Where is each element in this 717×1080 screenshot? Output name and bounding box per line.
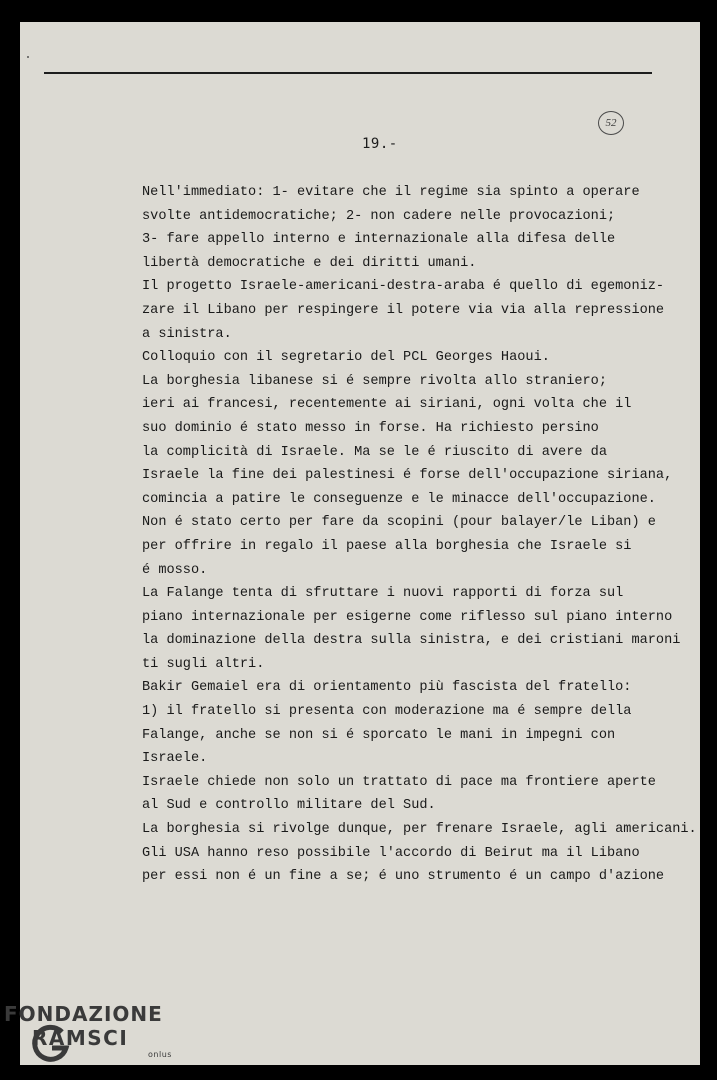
- text-line: Colloquio con il segretario del PCL Georges Haoui.: [142, 350, 550, 366]
- text-line: 3- fare appello interno e internazionale alla difesa delle: [142, 232, 616, 248]
- text-line: al Sud e controllo militare del Sud.: [142, 798, 436, 814]
- text-line: la complicità di Israele. Ma se le é riuscito di avere da: [142, 444, 607, 460]
- page-number: 19.-: [362, 136, 398, 152]
- text-line: La Falange tenta di sfruttare i nuovi rapporti di forza sul: [142, 586, 624, 602]
- text-line: Bakir Gemaiel era di orientamento più fascista del fratello:: [142, 680, 632, 696]
- text-line: Gli USA hanno reso possibile l'accordo di Beirut ma il Libano: [142, 845, 640, 861]
- text-line: comincia a patire le conseguenze e le minacce dell'occupazione.: [142, 491, 656, 507]
- text-line: La borghesia libanese si é sempre rivolta allo straniero;: [142, 373, 607, 389]
- text-line: libertà democratiche e dei diritti umani.: [142, 255, 477, 271]
- watermark-line1: FONDAZIONE: [4, 1002, 163, 1026]
- text-line: piano internazionale per esigerne come riflesso sul piano interno: [142, 609, 673, 625]
- text-line: ti sugli altri.: [142, 656, 265, 672]
- text-line: la dominazione della destra sulla sinistra, e dei cristiani maroni: [142, 633, 681, 649]
- text-line: suo dominio é stato messo in forse. Ha richiesto persino: [142, 420, 599, 436]
- watermark-line2: RAMSCI: [32, 1026, 129, 1050]
- paper-sheet: [20, 22, 700, 1065]
- text-line: Non é stato certo per fare da scopini (pour balayer/le Liban) e: [142, 515, 656, 531]
- text-line: Israele chiede non solo un trattato di pace ma frontiere aperte: [142, 774, 656, 790]
- text-line: 1) il fratello si presenta con moderazione ma é sempre della: [142, 704, 632, 720]
- fondazione-gramsci-watermark: [4, 1000, 194, 1080]
- text-line: zare il Libano per respingere il potere via via alla repressione: [142, 302, 665, 318]
- text-line: per offrire in regalo il paese alla borghesia che Israele si: [142, 538, 632, 554]
- text-line: é mosso.: [142, 562, 208, 578]
- text-line: Israele.: [142, 751, 208, 767]
- text-line: Israele la fine dei palestinesi é forse dell'occupazione siriana,: [142, 468, 673, 484]
- header-rule: [44, 72, 652, 74]
- archive-stamp: 52: [598, 111, 624, 135]
- text-line: svolte antidemocratiche; 2- non cadere nelle provocazioni;: [142, 208, 616, 224]
- text-line: La borghesia si rivolge dunque, per frenare Israele, agli americani.: [142, 822, 697, 838]
- paper-speck: [27, 56, 29, 58]
- typewritten-body: [142, 181, 702, 889]
- text-line: Nell'immediato: 1- evitare che il regime sia spinto a operare: [142, 185, 640, 200]
- text-line: Il progetto Israele-americani-destra-araba é quello di egemoniz-: [142, 279, 665, 295]
- watermark-line3: onlus: [148, 1050, 172, 1059]
- text-line: Falange, anche se non si é sporcato le mani in impegni con: [142, 727, 616, 743]
- text-line: a sinistra.: [142, 326, 232, 342]
- text-line: per essi non é un fine a se; é uno strumento é un campo d'azione: [142, 869, 665, 885]
- text-line: ieri ai francesi, recentemente ai siriani, ogni volta che il: [142, 397, 632, 413]
